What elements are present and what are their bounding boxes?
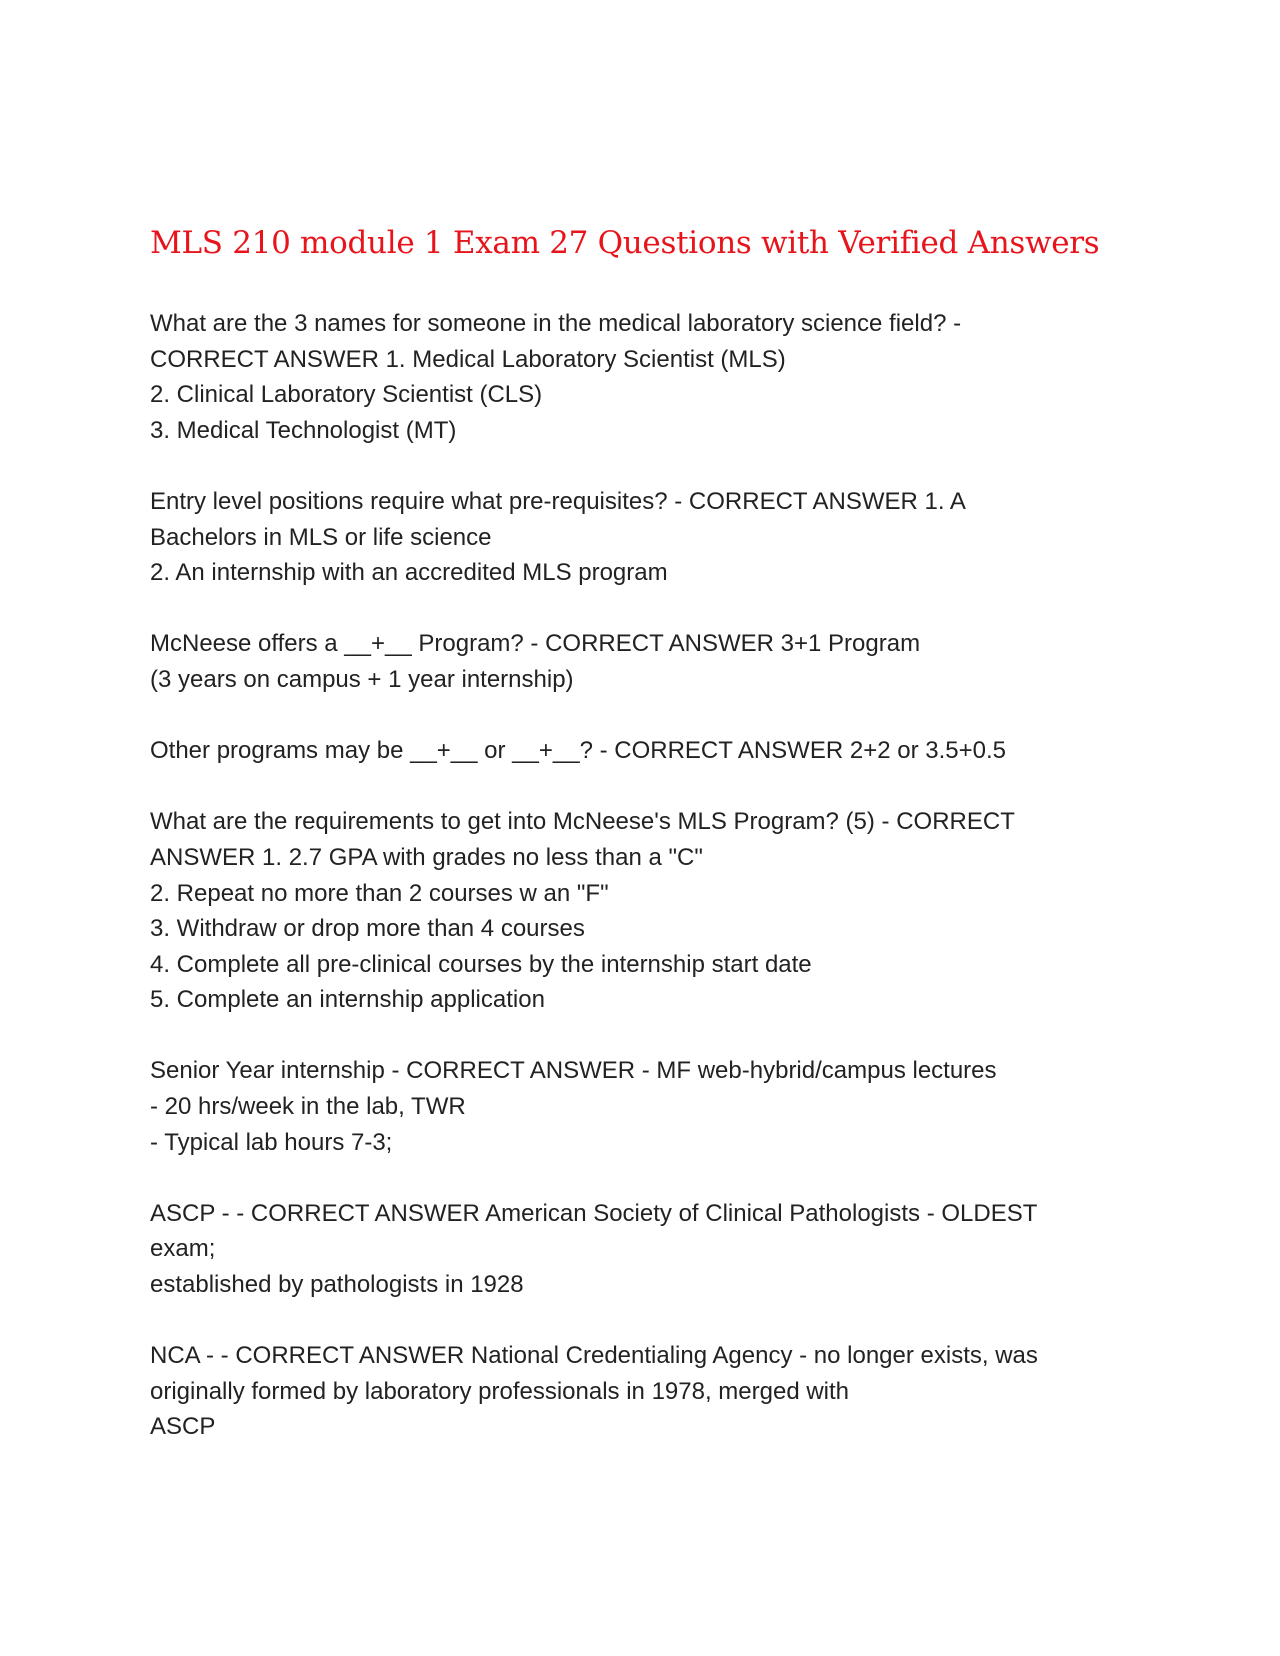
qa-entry: [150, 1196, 1110, 1303]
qa-line: 3. Medical Technologist (MT): [150, 416, 457, 444]
qa-entry: [150, 804, 1110, 1018]
qa-line: What are the requirements to get into McNeese's MLS Program? (5) - CORRECT: [150, 808, 1015, 836]
qa-line: 2. Clinical Laboratory Scientist (CLS): [150, 381, 543, 409]
qa-line: McNeese offers a __+__ Program? - CORRECT ANSWER 3+1 Program: [150, 630, 921, 658]
qa-entry: [150, 626, 1110, 697]
qa-line: exam;: [150, 1235, 216, 1263]
qa-line: 4. Complete all pre-clinical courses by the internship start date: [150, 950, 812, 978]
qa-line: Other programs may be __+__ or __+__? - CORRECT ANSWER 2+2 or 3.5+0.5: [150, 737, 1006, 765]
document-content: [150, 218, 1110, 1481]
qa-line: Senior Year internship - CORRECT ANSWER - MF web-hybrid/campus lectures: [150, 1057, 997, 1085]
qa-line: established by pathologists in 1928: [150, 1271, 524, 1299]
qa-line: ANSWER 1. 2.7 GPA with grades no less than a "C": [150, 843, 703, 871]
qa-line: CORRECT ANSWER 1. Medical Laboratory Scientist (MLS): [150, 345, 786, 373]
qa-line: NCA - - CORRECT ANSWER National Credentialing Agency - no longer exists, was: [150, 1342, 1038, 1370]
qa-line: ASCP - - CORRECT ANSWER American Society of Clinical Pathologists - OLDEST: [150, 1199, 1038, 1227]
qa-line: originally formed by laboratory professionals in 1978, merged with: [150, 1377, 850, 1405]
qa-entry: [150, 484, 1110, 591]
qa-line: Entry level positions require what pre-requisites? - CORRECT ANSWER 1. A: [150, 487, 966, 515]
qa-line: 3. Withdraw or drop more than 4 courses: [150, 915, 585, 943]
qa-line: 2. Repeat no more than 2 courses w an "F": [150, 879, 609, 907]
qa-entry: [150, 733, 1110, 769]
qa-line: ASCP: [150, 1413, 216, 1441]
qa-line: Bachelors in MLS or life science: [150, 523, 492, 551]
qa-entry: [150, 1053, 1110, 1160]
qa-entry: [150, 1338, 1110, 1445]
qa-line: 5. Complete an internship application: [150, 986, 545, 1014]
document-title: MLS 210 module 1 Exam 27 Questions with Verified Answers: [150, 225, 1100, 261]
qa-line: What are the 3 names for someone in the medical laboratory science field? -: [150, 310, 962, 337]
qa-line: 2. An internship with an accredited MLS program: [150, 559, 668, 587]
qa-line: - 20 hrs/week in the lab, TWR: [150, 1093, 466, 1121]
qa-entry: [150, 306, 1110, 448]
qa-line: - Typical lab hours 7-3;: [150, 1128, 393, 1156]
qa-line: (3 years on campus + 1 year internship): [150, 665, 574, 693]
